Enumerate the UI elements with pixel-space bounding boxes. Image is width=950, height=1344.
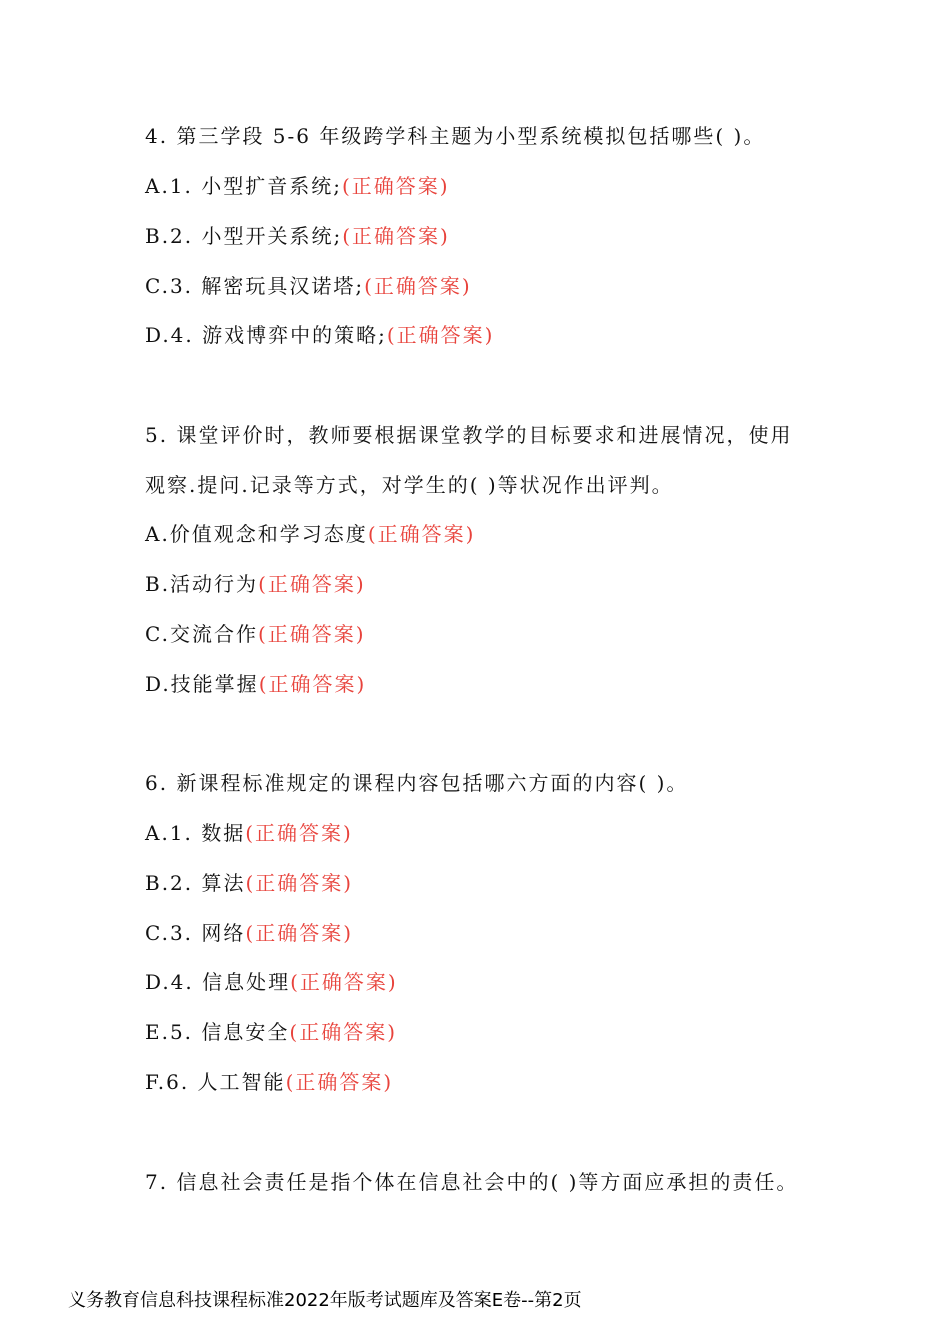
question-7: 7. 信息社会责任是指个体在信息社会中的( )等方面应承担的责任。: [145, 1170, 799, 1194]
question-6: 6. 新课程标准规定的课程内容包括哪六方面的内容( )。: [145, 771, 689, 795]
option-text: D.4. 信息处理: [145, 970, 291, 994]
correct-answer-mark: (正确答案): [342, 224, 450, 248]
option-text: B.活动行为: [145, 572, 259, 596]
option-text: D.4. 游戏博弈中的策略;: [145, 323, 387, 347]
correct-answer-mark: (正确答案): [364, 274, 472, 298]
q6-option-f: [145, 1068, 393, 1096]
correct-answer-mark: (正确答案): [245, 921, 353, 945]
option-text: D.技能掌握: [145, 672, 259, 696]
option-text: F.6. 人工智能: [145, 1070, 286, 1094]
correct-answer-mark: (正确答案): [258, 572, 366, 596]
q4-option-a: [145, 172, 450, 200]
q4-option-d: [145, 321, 494, 349]
correct-answer-mark: (正确答案): [245, 871, 354, 895]
page-footer: 义务教育信息科技课程标准2022年版考试题库及答案E卷--第2页: [68, 1290, 582, 1311]
question-5-line-2: 观察.提问.记录等方式，对学生的( )等状况作出评判。: [145, 473, 674, 497]
option-text: A.1. 小型扩音系统;: [145, 174, 342, 198]
correct-answer-mark: (正确答案): [289, 1020, 398, 1044]
question-5-line-1: 5. 课堂评价时，教师要根据课堂教学的目标要求和进展情况，使用: [145, 423, 793, 447]
question-4: 4. 第三学段 5-6 年级跨学科主题为小型系统模拟包括哪些( )。: [145, 124, 766, 148]
option-text: C.交流合作: [145, 622, 258, 646]
option-text: E.5. 信息安全: [145, 1020, 290, 1044]
q6-option-e: [145, 1018, 397, 1046]
correct-answer-mark: (正确答案): [285, 1070, 394, 1094]
option-text: C.3. 网络: [145, 921, 246, 945]
correct-answer-mark: (正确答案): [257, 622, 366, 646]
q5-option-b: [145, 570, 366, 598]
option-text: A.价值观念和学习态度: [145, 522, 368, 546]
q5-option-d: [145, 670, 366, 698]
q4-option-b: [145, 222, 450, 250]
q5-option-c: [145, 620, 366, 648]
correct-answer-mark: (正确答案): [245, 821, 353, 845]
option-text: C.3. 解密玩具汉诺塔;: [145, 274, 365, 298]
option-text: B.2. 小型开关系统;: [145, 224, 343, 248]
q4-option-c: [145, 272, 472, 300]
correct-answer-mark: (正确答案): [290, 970, 398, 994]
correct-answer-mark: (正确答案): [258, 672, 367, 696]
q6-option-c: [145, 919, 353, 947]
q6-option-d: [145, 968, 398, 996]
q6-option-a: [145, 819, 353, 847]
correct-answer-mark: (正确答案): [386, 323, 495, 347]
option-text: B.2. 算法: [145, 871, 246, 895]
q6-option-b: [145, 869, 353, 897]
option-text: A.1. 数据: [145, 821, 246, 845]
q5-option-a: [145, 520, 475, 548]
correct-answer-mark: (正确答案): [341, 174, 450, 198]
correct-answer-mark: (正确答案): [367, 522, 476, 546]
